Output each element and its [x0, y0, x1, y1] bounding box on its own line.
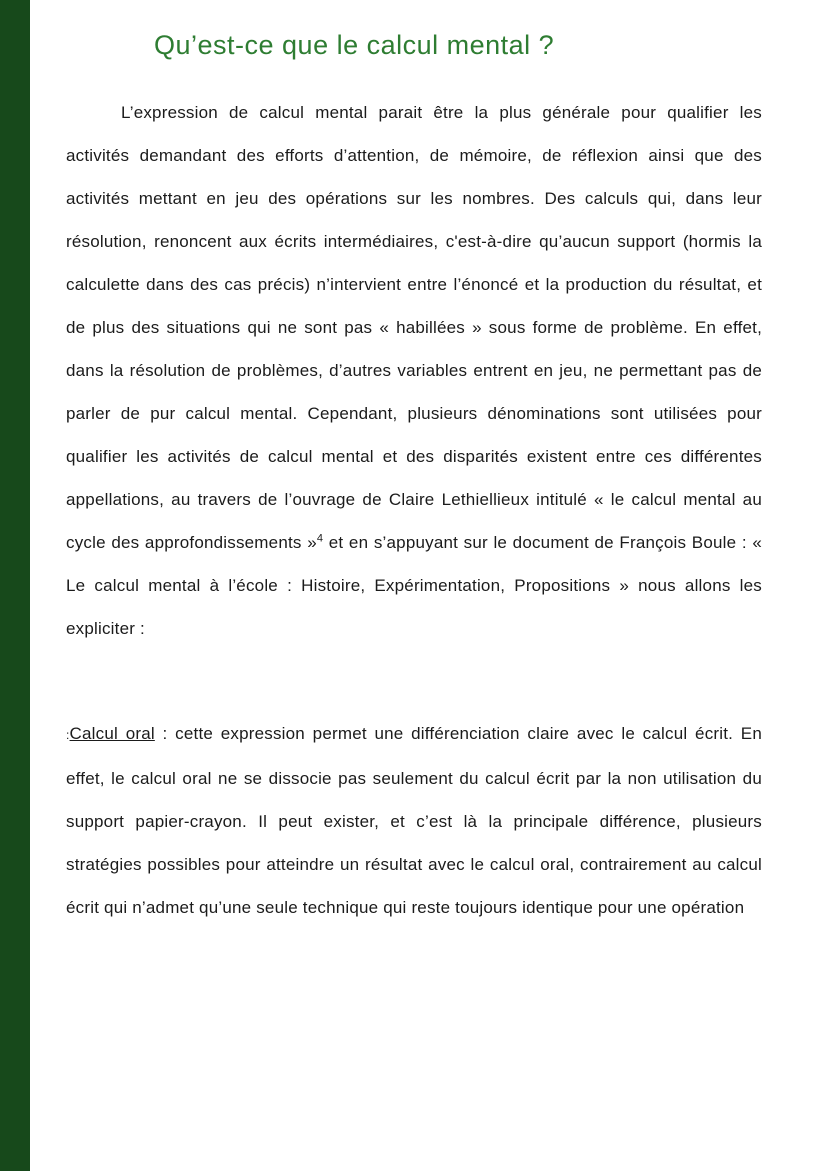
calcul-oral-heading: Calcul oral — [69, 724, 155, 743]
paragraph-intro-text-1: L’expression de calcul mental parait être la plus générale pour qualifier les activités demandant des efforts d’attention, de mémoire, de réflexion ainsi que des activités mettant en jeu des opérations sur les nombres. Des calculs qui, dans leur résolution, renoncent aux écrits intermédiaires, c'est-à-dire qu’aucun support (hormis la calculette dans des cas précis) n’intervient entre l’énoncé et la production du résultat, et de plus des situations qui ne sont pas « habillées » sous forme de problème. En effet, dans la résolution de problèmes, d’autres variables entrent en jeu, ne permettant pas de parler de pur calcul mental. Cependant, plusieurs dénominations sont utilisées pour qualifier les activités de calcul mental et des disparités existent entre ces différentes appellations, au travers de l’ouvrage de Claire Lethiellieux intitulé « le calcul mental au cycle des approfondissements » — [66, 103, 762, 552]
footnote-marker: 4 — [316, 532, 324, 545]
paragraph-calcul-oral — [66, 712, 762, 929]
paragraph-lead-mark: : — [66, 728, 70, 742]
document-content — [66, 0, 762, 929]
calcul-oral-body: : cette expression permet une différenciation claire avec le calcul écrit. En effet, le calcul oral ne se dissocie pas seulement du calcul écrit par la non utilisation du support papier-crayon. Il peut exister, et c’est là la principale différence, plusieurs stratégies possibles pour atteindre un résultat avec le calcul oral, contrairement au calcul écrit qui n’admet qu’une seule technique qui reste toujours identique pour une opération — [66, 724, 762, 917]
page-title: Qu’est-ce que le calcul mental ? — [154, 30, 555, 60]
page-edge-bar — [0, 0, 30, 1171]
paragraph-intro-text-2: et en s’appuyant sur le document de François Boule : « Le calcul mental à l’école : Histoire, Expérimentation, Propositions » nous allons les expliciter : — [66, 533, 763, 638]
paragraph-intro — [66, 91, 762, 650]
